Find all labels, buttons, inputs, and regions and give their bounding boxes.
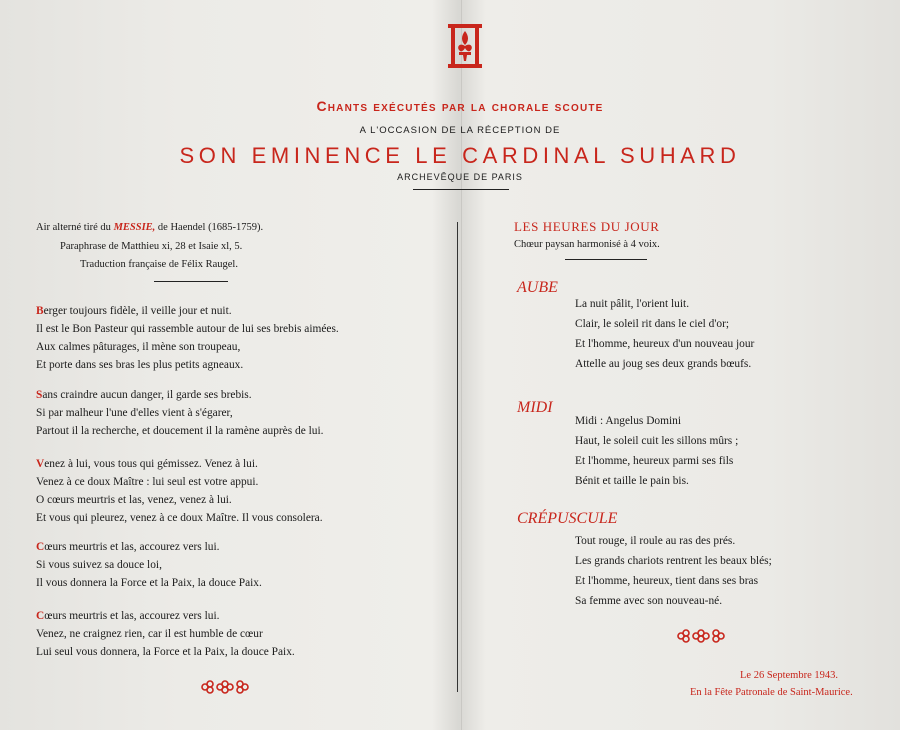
aube-line-4: Attelle au joug ses deux grands bœufs.	[575, 358, 752, 370]
crepuscule-line-4: Sa femme avec son nouveau-né.	[575, 595, 723, 607]
crepuscule-line-1: Tout rouge, il roule au ras des prés.	[575, 535, 736, 547]
midi-line-3: Et l'homme, heureux parmi ses fils	[575, 455, 734, 467]
drop-initial: S	[36, 389, 43, 401]
flower-ornament-icon	[200, 680, 250, 694]
footer-date: Le 26 Septembre 1943.	[740, 670, 838, 681]
footer-occasion: En la Fête Patronale de Saint-Maurice.	[690, 687, 853, 698]
stanza-3-line-2: Venez à ce doux Maître : lui seul est votre appui.	[36, 476, 259, 488]
stanza-1-line-4: Et porte dans ses bras les plus petits agneaux.	[36, 359, 244, 371]
stanza-2-line-3: Partout il la recherche, et doucement il la ramène auprès de lui.	[36, 425, 324, 437]
scout-emblem-icon	[446, 22, 484, 70]
stanza-3-line-1: Venez à lui, vous tous qui gémissez. Venez à lui.	[36, 458, 258, 470]
stanza-5-line-1: Cœurs meurtris et las, accourez vers lui.	[36, 610, 220, 622]
drop-initial: C	[36, 610, 45, 622]
midi-line-1: Midi : Angelus Domini	[575, 415, 682, 427]
stanza-2-line-2: Si par malheur l'une d'elles vient à s'égarer,	[36, 407, 233, 419]
header-divider	[413, 189, 509, 190]
intro-line-3: Traduction française de Félix Raugel.	[80, 259, 238, 270]
intro-work-title: MESSIE,	[113, 222, 156, 233]
drop-initial: B	[36, 305, 44, 317]
stanza-2-line-1: Sans craindre aucun danger, il garde ses brebis.	[36, 389, 252, 401]
midi-line-2: Haut, le soleil cuit les sillons mûrs ;	[575, 435, 739, 447]
section-title-aube: AUBE	[517, 279, 558, 296]
stanza-4-line-3: Il vous donnera la Force et la Paix, la douce Paix.	[36, 577, 262, 589]
intro-line-1	[36, 222, 263, 233]
flower-ornament-icon	[676, 629, 726, 643]
aube-line-1: La nuit pâlit, l'orient luit.	[575, 298, 690, 310]
header-occasion: A L'OCCASION DE LA RÉCEPTION DE	[359, 125, 561, 136]
stanza-5-line-3: Lui seul vous donnera, la Force et la Paix, la douce Paix.	[36, 646, 295, 658]
intro-divider	[154, 281, 228, 282]
header-guest-name: SON EMINENCE LE CARDINAL SUHARD	[179, 143, 741, 168]
header-title: Chants exécutés par la chorale scoute	[316, 98, 604, 114]
stanza-3-line-3: O cœurs meurtris et las, venez, venez à lui.	[36, 494, 232, 506]
drop-initial: C	[36, 541, 45, 553]
midi-line-4: Bénit et taille le pain bis.	[575, 475, 689, 487]
intro-prefix: Air alterné tiré du	[36, 222, 114, 233]
aube-line-3: Et l'homme, heureux d'un nouveau jour	[575, 338, 755, 350]
stanza-1-line-1: Berger toujours fidèle, il veille jour et nuit.	[36, 305, 232, 317]
stanza-4-line-2: Si vous suivez sa douce loi,	[36, 559, 162, 571]
stanza-3-line-4: Et vous qui pleurez, venez à ce doux Maître. Il vous consolera.	[36, 512, 323, 524]
drop-initial: V	[36, 458, 45, 470]
stanza-1-line-2: Il est le Bon Pasteur qui rassemble autour de lui ses brebis aimées.	[36, 323, 339, 335]
right-title: LES HEURES DU JOUR	[514, 219, 660, 234]
aube-line-2: Clair, le soleil rit dans le ciel d'or;	[575, 318, 730, 330]
crepuscule-line-3: Et l'homme, heureux, tient dans ses bras	[575, 575, 758, 587]
column-divider	[457, 222, 458, 692]
stanza-1-line-3: Aux calmes pâturages, il mène son troupeau,	[36, 341, 241, 353]
header-guest-title: ARCHEVÊQUE DE PARIS	[397, 172, 523, 182]
intro-line-2: Paraphrase de Matthieu xi, 28 et Isaie xl, 5.	[60, 241, 243, 252]
right-subtitle: Chœur paysan harmonisé à 4 voix.	[514, 239, 660, 250]
crepuscule-line-2: Les grands chariots rentrent les beaux blés;	[575, 555, 772, 567]
stanza-4-line-1: Cœurs meurtris et las, accourez vers lui.	[36, 541, 220, 553]
section-title-midi: MIDI	[517, 399, 553, 416]
stanza-5-line-2: Venez, ne craignez rien, car il est humble de cœur	[36, 628, 263, 640]
right-divider	[565, 259, 647, 260]
section-title-crepuscule: CRÉPUSCULE	[517, 510, 618, 527]
intro-composer: de Haendel (1685-1759).	[155, 222, 264, 233]
